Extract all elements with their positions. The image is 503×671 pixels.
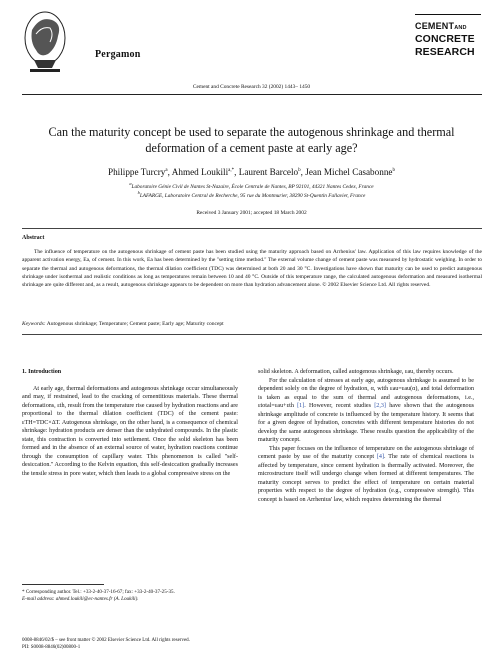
- author-affiliation-mark: a,*: [228, 167, 235, 173]
- journal-logo-line-2: CONCRETE: [415, 33, 475, 45]
- abstract-top-rule: [22, 228, 482, 229]
- body-paragraph: At early age, thermal deformations and autogenous shrinkage occur simultaneously and may, if restrained, lead to the cracking of cementitious materials. These thermal deformations, εth, result from the temperature rise caused by hydration reactions and are proportional to the thermal dilation coefficient (TDC) of the cement paste: εTH=TDC×ΔT. Autogenous shrinkage, on the other hand, is a consequence of chemical shrinkage: hydration products are denser than the unhydrated compounds. In the plastic state, this contraction is converted into settlement. Once the solid skeleton has been formed and in the absence of an external source of water, hydration reactions continue through the consumption of capillary water. This phenomenon is called ''self-desiccation.'' According to the Kelvin equation, this self-desiccation gradually increases the tensile stress in pore water, which then leads to a global compressive stress on the: [22, 385, 238, 477]
- citation-link[interactable]: [4]: [376, 454, 385, 460]
- header-divider: [22, 94, 482, 95]
- journal-logo-line-1: CEMENT: [415, 21, 455, 31]
- journal-logo-line-3: RESEARCH: [415, 46, 475, 58]
- affiliation-mark: b: [137, 190, 140, 195]
- body-paragraph: This paper focuses on the influence of temperature on the autogenous shrinkage of cement paste by use of the maturity concept [4]. The rate of chemical reactions is affected by temperature, since cement hydration is thermally activated. Moreover, the microstructure itself will undergo change when formed at different temperatures. The maturity concept serves to predict the effect of temperature on certain material properties with respect to the degree of hydration (e.g., compressive strength). This concept is based on Arrhenius' law, which requires determining the thermal: [258, 445, 474, 503]
- keywords-label: Keywords:: [22, 321, 46, 327]
- abstract-bottom-rule: [22, 334, 482, 335]
- pii-line: PII: S0008-8846(02)00800-1: [22, 645, 81, 650]
- affiliation-a: [0, 181, 503, 190]
- author-name: Philippe Turcry: [107, 167, 166, 177]
- affiliation-b: [0, 190, 503, 199]
- body-paragraph: For the calculation of stresses at early age, autogenous shrinkage is assumed to be dependent solely on the degree of hydration, α, with εau=εau(α), and total deformation is taken as equal to the sum of thermal and autogenous deformations, i.e., εtotal=εau+εth [1]. However, recent studies [2,3] have shown that the autogenous shrinkage amplitude of concrete is influenced by the temperature history. It seems that for a given degree of hydration, concretes with different temperature histories do not develop the same autogenous shrinkage. These results question the applicability of the maturity concept.: [258, 377, 474, 443]
- author-name: Jean Michel Casabonne: [305, 167, 393, 177]
- author-name: Laurent Barcelo: [238, 167, 299, 177]
- author-affiliation-mark: a: [165, 167, 168, 173]
- section-heading: 1. Introduction: [22, 369, 62, 375]
- author-affiliation-mark: b: [298, 167, 301, 173]
- left-column: [22, 368, 238, 478]
- journal-logo-and: AND: [454, 25, 467, 31]
- footnote-rule: [22, 584, 104, 585]
- publisher-tree-logo: [22, 8, 68, 78]
- affiliation-mark: a: [129, 181, 132, 186]
- citation-link[interactable]: [2,3]: [374, 403, 386, 409]
- affiliation-text: Laboratoire Génie Civil de Nantes St-Nazaire, École Centrale de Nantes, BP 92101, 44321 Nantes Cedex, France: [131, 183, 374, 190]
- abstract-text: The influence of temperature on the autogenous shrinkage of cement paste has been studied using the maturity approach based on Arrhenius' law. Application of this law requires knowledge of the apparent activation energy, Ea, of cement. In this work, Ea has been determined by the ''setting time method.'' The external volume change of cement paste was measured by hydrostatic weighing. In order to separate the thermal and autogenous deformations, the thermal dilation coefficient (TDC) was determined at both 20 and 30 °C. Investigations have shown that maturity can be used to predict autogenous shrinkage under isothermal and realistic conditions as long as temperatures remain between 10 and 40 °C. Outside of this temperature range, the calculated autogenous deformation and measured isothermal shrinkage are quite different and, as a result, autogenous shrinkage appears to be dependent on more than hydration advancement alone. © 2002 Elsevier Science Ltd. All rights reserved.: [22, 249, 482, 289]
- keywords-text: Autogenous shrinkage; Temperature; Cement paste; Early age; Maturity concept: [46, 321, 224, 327]
- publisher-name: Pergamon: [95, 49, 141, 60]
- journal-logo: [415, 14, 481, 73]
- affiliation-text: LAFARGE, Laboratoire Central de Recherche, 95 rue du Montmurier, 38290 St-Quentin Fallavier, France: [139, 192, 366, 199]
- right-column: [258, 368, 474, 504]
- author-list: Philippe Turcry$^a$, Ahmed Loukili$^{a,*}$, Laurent Barcelo$^b$, Jean Michel Casabonne$^b$: [107, 167, 396, 177]
- citation-link[interactable]: [1]: [297, 403, 305, 409]
- paper-title: Can the maturity concept be used to separate the autogenous shrinkage and thermal deformation of a cement paste at early age?: [48, 125, 455, 155]
- author-affiliation-mark: b: [392, 167, 396, 173]
- abstract-heading: Abstract: [22, 235, 45, 241]
- author-name: Ahmed Loukili: [171, 167, 229, 177]
- body-paragraph: solid skeleton. A deformation, called autogenous shrinkage, εau, thereby occurs.: [258, 369, 454, 375]
- issn-line: 0008-8846/02/$ – see front matter © 2002 Elsevier Science Ltd. All rights reserved.: [22, 638, 190, 643]
- email-note: E-mail address: ahmed.loukili@ec-nantes.fr (A. Loukili).: [22, 595, 139, 602]
- page-footer: [22, 637, 322, 651]
- keywords: [22, 321, 224, 327]
- corresponding-author-note: * Corresponding author. Tel.: +33-2-40-37-16-67; fax: +33-2-40-37-25-35.: [22, 589, 175, 595]
- journal-reference: Cement and Concrete Research 32 (2002) 1443– 1450: [192, 84, 311, 90]
- received-dates: Received 3 January 2001; accepted 18 March 2002: [196, 210, 307, 216]
- footnote: [22, 589, 238, 602]
